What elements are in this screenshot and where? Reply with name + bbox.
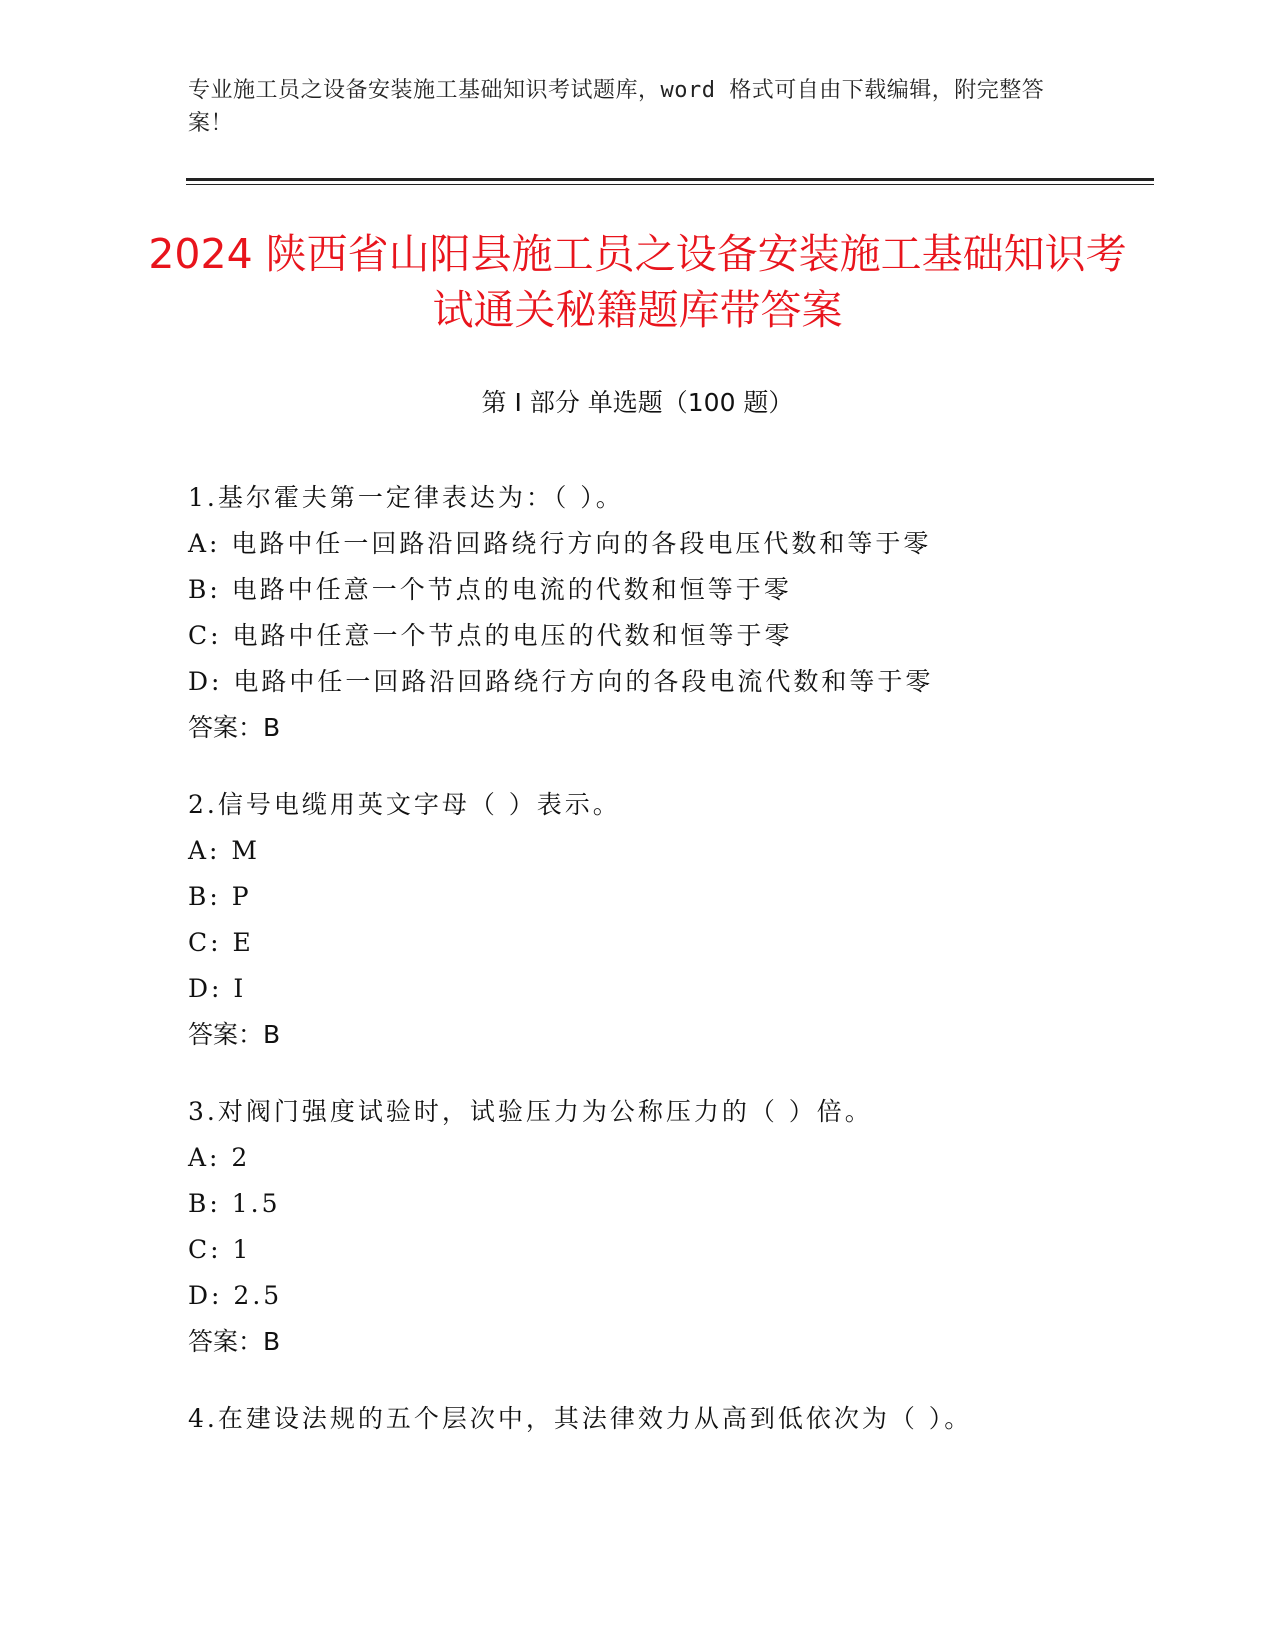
answer: 答案：B: [188, 1327, 281, 1356]
option-c: C: 1: [188, 1235, 252, 1264]
option-a: A: 2: [188, 1143, 251, 1172]
document-title: 2024 陕西省山阳县施工员之设备安装施工基础知识考试通关秘籍题库带答案: [148, 230, 1127, 334]
header-rule-thick: [186, 178, 1154, 181]
question-1: [188, 475, 1138, 751]
option-a: A: 电路中任一回路沿回路绕行方向的各段电压代数和等于零: [188, 529, 932, 558]
question-4: [188, 1396, 1138, 1442]
option-b: B: 1.5: [188, 1189, 281, 1218]
header-rule-thin: [186, 184, 1154, 185]
option-d: D: 电路中任一回路沿回路绕行方向的各段电流代数和等于零: [188, 667, 934, 696]
option-b: B: 电路中任意一个节点的电流的代数和恒等于零: [188, 575, 792, 604]
option-a: A: M: [188, 836, 261, 865]
question-list: [188, 475, 1138, 1473]
section-heading: 第 I 部分 单选题（100 题）: [481, 388, 794, 417]
header-note: 专业施工员之设备安装施工基础知识考试题库，word 格式可自由下载编辑，附完整答案！: [188, 78, 1045, 136]
option-c: C: E: [188, 928, 254, 957]
option-c: C: 电路中任意一个节点的电压的代数和恒等于零: [188, 621, 793, 650]
option-d: D: I: [188, 974, 247, 1003]
option-b: B: P: [188, 882, 252, 911]
option-d: D: 2.5: [188, 1281, 283, 1310]
answer: 答案：B: [188, 1020, 281, 1049]
question-3: [188, 1089, 1138, 1365]
question-stem: 1.基尔霍夫第一定律表达为：（ ）。: [188, 483, 624, 512]
question-stem: 3.对阀门强度试验时，试验压力为公称压力的（ ）倍。: [188, 1097, 873, 1126]
question-stem: 2.信号电缆用英文字母（ ）表示。: [188, 790, 621, 819]
question-2: [188, 782, 1138, 1058]
answer: 答案：B: [188, 713, 281, 742]
question-stem: 4.在建设法规的五个层次中，其法律效力从高到低依次为（ ）。: [188, 1404, 973, 1433]
